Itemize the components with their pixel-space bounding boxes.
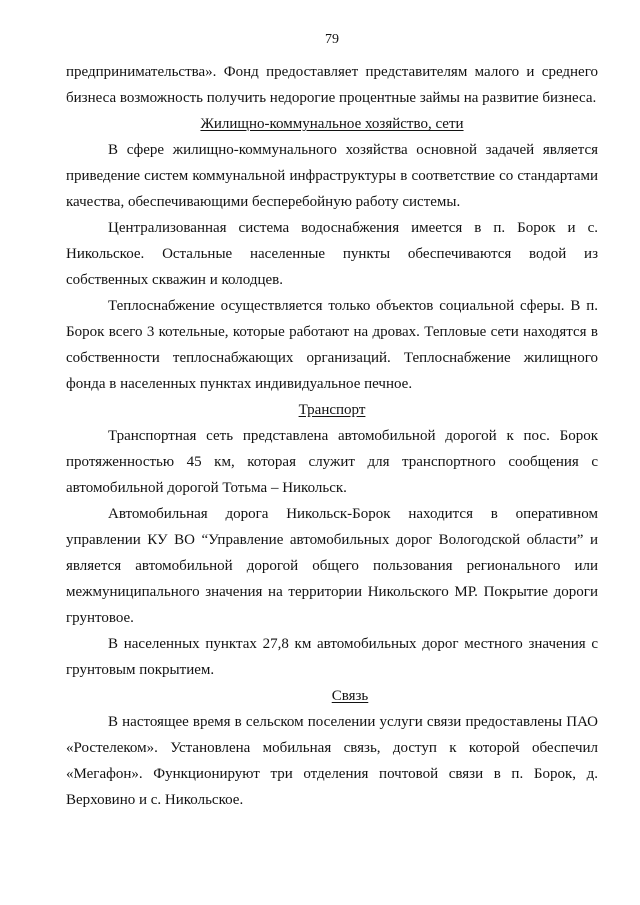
text-line: В настоящее время в сельском поселении услуги связи предоставлены ПАО [108, 714, 598, 730]
text-line: приведение систем коммунальной инфраструктуры в соответствие со стандартами [66, 168, 598, 184]
text-line: бизнеса возможность получить недорогие процентные займы на развитие бизнеса. [66, 90, 597, 106]
page-body [66, 59, 598, 813]
text-line: Транспортная сеть представлена автомобильной дорогой к пос. Борок [108, 428, 598, 444]
text-line: управлении КУ ВО “Управление автомобильных дорог Вологодской области” и [66, 532, 598, 548]
section-heading-housing: Жилищно-коммунальное хозяйство, сети [200, 116, 464, 132]
text-line: В населенных пунктах 27,8 км автомобильных дорог местного значения с [108, 636, 598, 652]
text-line: автомобильной дорогой Тотьма – Никольск. [66, 480, 347, 496]
text-line: Автомобильная дорога Никольск-Борок находится в оперативном [108, 506, 598, 522]
paragraph [66, 423, 598, 501]
text-line: Централизованная система водоснабжения имеется в п. Борок и с. [108, 220, 598, 236]
page-number: 79 [325, 32, 339, 47]
text-line: является автомобильной дорогой общего пользования регионального или [66, 558, 598, 574]
paragraph [66, 501, 598, 631]
text-line: Теплоснабжение осуществляется только объектов социальной сферы. В п. [108, 298, 598, 314]
text-line: фонда в населенных пунктах индивидуальное печное. [66, 376, 413, 392]
paragraph-intro [66, 59, 598, 111]
text-line: «Ростелеком». Установлена мобильная связь, доступ к которой обеспечил [66, 740, 598, 756]
paragraph [66, 137, 598, 215]
paragraph [66, 215, 598, 293]
text-line: протяженностью 45 км, которая служит для транспортного сообщения с [66, 454, 598, 470]
text-line: «Мегафон». Функционируют три отделения почтовой связи в п. Борок, д. [66, 766, 598, 782]
paragraph [66, 293, 598, 397]
text-line: предпринимательства». Фонд предоставляет представителям малого и среднего [66, 64, 598, 80]
text-line: собственных скважин и колодцев. [66, 272, 284, 288]
section-heading-communication: Связь [331, 688, 369, 704]
paragraph [66, 631, 598, 683]
text-line: В сфере жилищно-коммунального хозяйства основной задачей является [108, 142, 598, 158]
section-heading-transport: Транспорт [298, 402, 366, 418]
text-line: качества, обеспечивающими бесперебойную работу системы. [66, 194, 461, 210]
text-line: Верховино и с. Никольское. [66, 792, 244, 808]
text-line: Никольское. Остальные населенные пункты обеспечиваются водой из [66, 246, 598, 262]
paragraph [66, 709, 598, 813]
text-line: грунтовое. [66, 610, 134, 626]
text-line: Борок всего 3 котельные, которые работают на дровах. Тепловые сети находятся в [66, 324, 598, 340]
text-line: межмуниципального значения на территории Никольского МР. Покрытие дороги [66, 584, 598, 600]
text-line: грунтовым покрытием. [66, 662, 215, 678]
text-line: собственности теплоснабжающих организаций. Теплоснабжение жилищного [66, 350, 598, 366]
